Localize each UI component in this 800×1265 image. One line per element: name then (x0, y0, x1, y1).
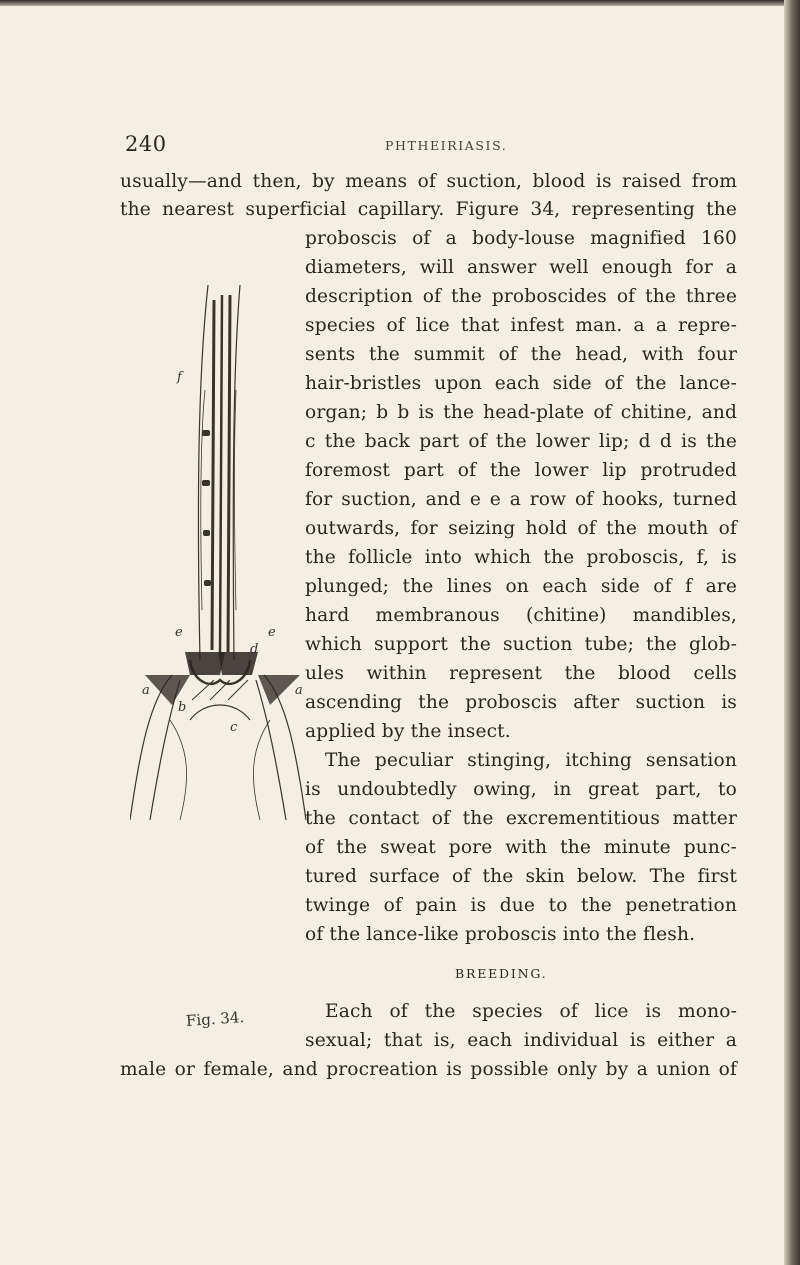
page-header (125, 132, 737, 162)
text-line: description of the proboscides of the three (305, 286, 737, 307)
running-head: PHTHEIRIASIS. (385, 138, 508, 153)
text-line: of the lance-like proboscis into the flesh. (305, 924, 696, 945)
text-line: tured surface of the skin below. The first (305, 866, 737, 887)
text-line: the nearest superficial capillary. Figure 34, representing the (120, 199, 737, 220)
page-binding-edge (784, 0, 800, 1265)
figure-label-a-left: a (142, 683, 150, 698)
figure-label-d: d (250, 642, 259, 657)
text-line: hard membranous (chitine) mandibles, (305, 605, 737, 626)
page-top-edge (0, 0, 800, 6)
figure-label-a-right: a (295, 683, 303, 698)
text-line: outwards, for seizing hold of the mouth of (305, 518, 737, 539)
figure-label-e-right: e (268, 625, 276, 640)
text-line: of the sweat pore with the minute punc- (305, 837, 737, 858)
text-line: ules within represent the blood cells (305, 663, 737, 684)
proboscis-figure (130, 280, 310, 835)
text-line: male or female, and procreation is possible only by a union of (120, 1059, 737, 1080)
text-line: species of lice that infest man. a a repre- (305, 315, 737, 336)
text-line: usually—and then, by means of suction, blood is raised from (120, 171, 737, 192)
proboscis-illustration (130, 280, 310, 835)
text-line: the follicle into which the proboscis, f, is (305, 547, 737, 568)
text-line: the contact of the excrementitious matter (305, 808, 737, 829)
text-line: foremost part of the lower lip protruded (305, 460, 737, 481)
text-line: plunged; the lines on each side of f are (305, 576, 737, 597)
figure-label-e-left: e (175, 625, 183, 640)
text-line: which support the suction tube; the glob- (305, 634, 737, 655)
text-line: is undoubtedly owing, in great part, to (305, 779, 737, 800)
text-line: sents the summit of the head, with four (305, 344, 737, 365)
text-line: organ; b b is the head-plate of chitine, and (305, 402, 737, 423)
text-line: applied by the insect. (305, 721, 511, 742)
text-line: proboscis of a body-louse magnified 160 (305, 228, 737, 249)
text-line: hair-bristles upon each side of the lance- (305, 373, 737, 394)
text-line: for suction, and e e a row of hooks, turned (305, 489, 737, 510)
text-line: The peculiar stinging, itching sensation (325, 750, 737, 771)
text-line: twinge of pain is due to the penetration (305, 895, 737, 916)
figure-label-b: b (178, 700, 187, 715)
text-line: c the back part of the lower lip; d d is the (305, 431, 737, 452)
figure-label-f: f (177, 370, 182, 385)
section-heading: BREEDING. (455, 966, 548, 981)
figure-caption: Fig. 34. (185, 1007, 245, 1031)
figure-label-c: c (230, 720, 238, 735)
text-line: ascending the proboscis after suction is (305, 692, 737, 713)
text-line: Each of the species of lice is mono- (325, 1001, 737, 1022)
text-line: sexual; that is, each individual is either a (305, 1030, 737, 1051)
page-number: 240 (125, 132, 167, 156)
text-line: diameters, will answer well enough for a (305, 257, 737, 278)
